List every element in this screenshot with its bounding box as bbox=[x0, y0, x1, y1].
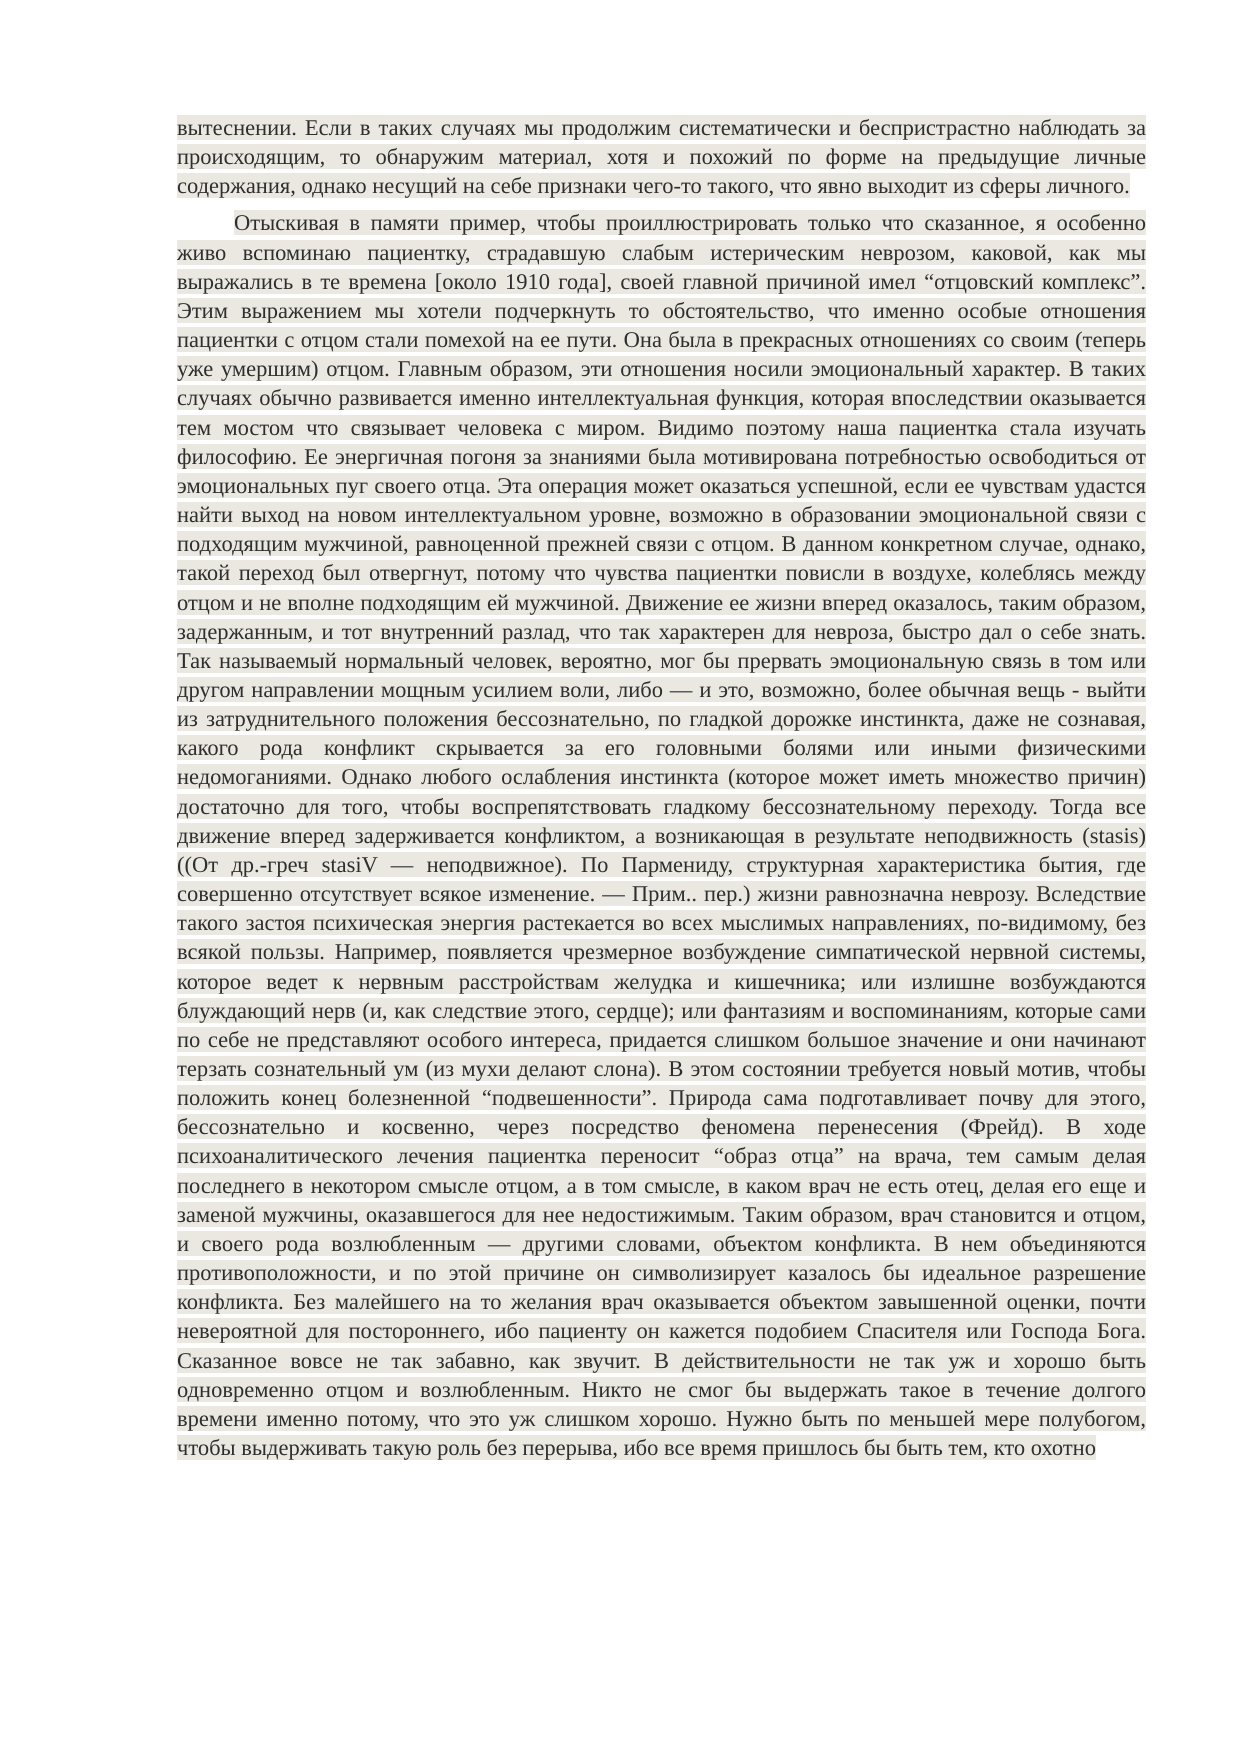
body-text bbox=[177, 113, 1146, 1462]
paragraph-1-text: вытеснении. Если в таких случаях мы продолжим систематически и беспристрастно наблюдать за происходящим, то обнаружим материал, хотя и похожий по форме на предыдущие личные содержания, однако несущий на себе признаки чего-то такого, что явно выходит из сферы личного. bbox=[177, 115, 1146, 199]
paragraph-2-text: Отыскивая в памяти пример, чтобы проиллюстрировать только что сказанное, я особенно живо вспоминаю пациентку, страдавшую слабым истерическим неврозом, каковой, как мы выражались в те времена [около 1910 года], своей главной причиной имел “отцовский комплекс”. Этим выражением мы хотели подчеркнуть то обстоятельство, что именно особые отношения пациентки с отцом стали помехой на ее пути. Она была в прекрасных отношениях со своим (теперь уже умершим) отцом. Главным образом, эти отношения носили эмоциональный характер. В таких случаях обычно развивается именно интеллектуальная функция, которая впоследствии оказывается тем мостом что связывает человека с миром. Видимо поэтому наша пациентка стала изучать философию. Ее энергичная погоня за знаниями была мотивирована потребностью освободиться от эмоциональных пуг своего отца. Эта операция может оказаться успешной, если ее чувствам удастся найти выход на новом интеллектуальном уровне, возможно в образовании эмоциональной связи с подходящим мужчиной, равноценной прежней связи с отцом. В данном конкретном случае, однако, такой переход был отвергнут, потому что чувства пациентки повисли в воздухе, колеблясь между отцом и не вполне подходящим ей мужчиной. Движение ее жизни вперед оказалось, таким образом, задержанным, и тот внутренний разлад, что так характерен для невроза, быстро дал о себе знать. Так называемый нормальный человек, вероятно, мог бы прервать эмоциональную связь в том или другом направлении мощным усилием воли, либо — и это, возможно, более обычная вещь - выйти из затруднительного положения бессознательно, по гладкой дорожке инстинкта, даже не сознавая, какого рода конфликт скрывается за его головными болями или иными физическими недомоганиями. Однако любого ослабления инстинкта (которое может иметь множество причин) достаточно для того, чтобы воспрепятствовать гладкому бессознательному переходу. Тогда все движение вперед задерживается конфликтом, а возникающая в результате неподвижность (stasis) ((От др.-греч stasiV — неподвижное). По Пармениду, структурная характеристика бытия, где совершенно отсутствует всякое изменение. — Прим.. пер.) жизни равнозначна неврозу. Вследствие такого застоя психическая энергия растекается во всех мыслимых направлениях, по-видимому, без всякой пользы. Например, появляется чрезмерное возбуждение симпатической нервной системы, которое ведет к нервным расстройствам желудка и кишечника; или излишне возбуждаются блуждающий нерв (и, как следствие этого, сердце); или фантазиям и воспоминаниям, которые сами по себе не представляют особого интереса, придается слишком большое значение и они начинают терзать сознательный ум (из мухи делают слона). В этом состоянии требуется новый мотив, чтобы положить конец болезненной “подвешенности”. Природа сама подготавливает почву для этого, бессознательно и косвенно, через посредство феномена перенесения (Фрейд). В ходе психоаналитического лечения пациентка переносит “образ отца” на врача, тем самым делая последнего в некотором смысле отцом, а в том смысле, в каком врач не есть отец, делая его еще и заменой мужчины, оказавшегося для нее недостижимым. Таким образом, врач становится и отцом, и своего рода возлюбленным — другими словами, объектом конфликта. В нем объединяются противоположности, и по этой причине он символизирует казалось бы идеальное разрешение конфликта. Без малейшего на то желания врач оказывается объектом завышенной оценки, почти невероятной для постороннего, ибо пациенту он кажется подобием Спасителя или Господа Бога. Сказанное вовсе не так забавно, как звучит. В действительности не так уж и хорошо быть одновременно отцом и возлюбленным. Никто не смог бы выдержать такое в течение долгого времени именно потому, что это уж слишком хорошо. Нужно быть по меньшей мере полубогом, чтобы выдерживать такую роль без перерыва, ибо все время пришлось бы быть тем, кто охотно bbox=[177, 210, 1146, 1461]
paragraph-2 bbox=[177, 208, 1146, 1462]
paragraph-1 bbox=[177, 113, 1146, 200]
